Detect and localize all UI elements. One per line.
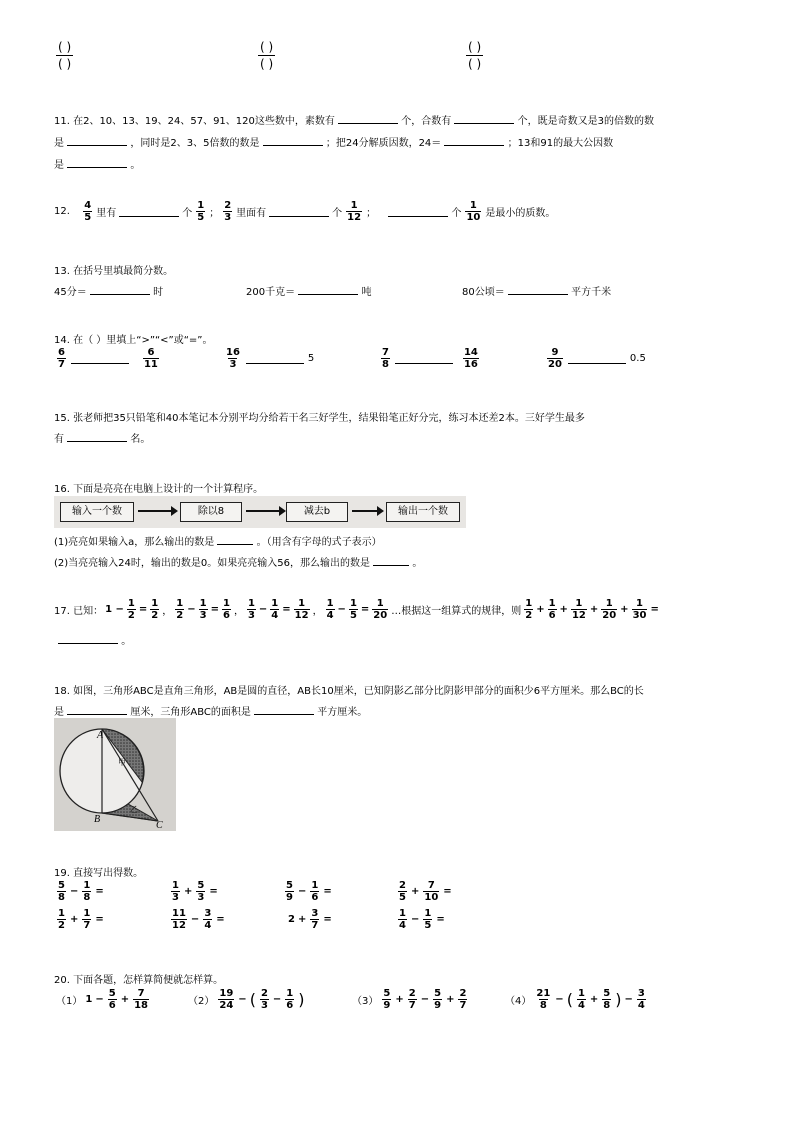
label-b: B bbox=[94, 814, 101, 825]
q16-title: 16. 下面是亮亮在电脑上设计的一个计算程序。 bbox=[54, 484, 264, 495]
answer-fraction-1: ( ) ( ) bbox=[58, 40, 72, 71]
flow-box-divide: 除以8 bbox=[180, 502, 242, 522]
flow-box-output: 输出一个数 bbox=[386, 502, 460, 522]
fraction: 2 3 bbox=[224, 200, 232, 223]
q11-line3: 是 。 bbox=[54, 156, 140, 171]
q14-pair-1: 6 7 6 11 bbox=[58, 347, 158, 370]
q19-item-4: 2 5 + $\frac{7}{10}$ = bbox=[399, 880, 452, 903]
fraction: 1 10 bbox=[466, 200, 481, 223]
q19-item-5: 1 2 + $\frac{1}{7}$ = bbox=[58, 908, 104, 931]
q11-line1: 11. 在2、10、13、19、24、57、91、120这些数中，素数有 个，合数有 个，既是奇数又是3的倍数的数 bbox=[54, 112, 654, 127]
q19-title: 19. 直接写出得数。 bbox=[54, 868, 144, 879]
q16-flowchart bbox=[54, 496, 466, 528]
q15-line1: 15. 张老师把35只铅笔和40本笔记本分别平均分给若干名三好学生，结果铅笔正好分完，练习本还差2本。三好学生最多 bbox=[54, 413, 585, 424]
q20-item-1: （1） 1 − $\frac{5}{6}$ + $\frac{7}{18}$ bbox=[56, 988, 149, 1011]
q19-item-1: 5 8 − $\frac{1}{8}$ = bbox=[58, 880, 104, 903]
q18-figure bbox=[54, 718, 176, 831]
label-yi: 乙 bbox=[130, 805, 138, 814]
q20-title: 20. 下面各题，怎样算简便就怎样算。 bbox=[54, 975, 224, 986]
q18-line1: 18. 如图，三角形ABC是直角三角形，AB是圆的直径，AB长10厘米，已知阴影乙部分比阴影甲部分的面积少6平方厘米。那么BC的长 bbox=[54, 686, 644, 697]
arrow-icon bbox=[138, 510, 172, 512]
flow-box-input: 输入一个数 bbox=[60, 502, 134, 522]
answer-fraction-2: ( ) ( ) bbox=[260, 40, 274, 71]
label-a: A bbox=[97, 730, 104, 741]
q12: 12. 4 5 里有 个 1 5 ； 2 3 里面有 个 1 12 ； 个 1 10 是最小的质数。 bbox=[54, 200, 556, 223]
fraction: 1 5 bbox=[197, 200, 205, 223]
flow-box-subtract: 减去b bbox=[286, 502, 348, 522]
answer-fraction-3: ( ) ( ) bbox=[468, 40, 482, 71]
label-jia: 甲 bbox=[118, 758, 126, 767]
q18-line2: 是 厘米，三角形ABC的面积是 平方厘米。 bbox=[54, 703, 367, 718]
q20-item-3: （3） 5 9 + $\frac{2}{7}$ − $\frac{5}{9}$ + $\frac{2}{7}$ bbox=[352, 988, 467, 1011]
arrow-icon bbox=[246, 510, 280, 512]
q11-line2: 是 ，同时是2、3、5倍数的数是 ；把24分解质因数，24＝ ；13和91的最大公因数 bbox=[54, 134, 613, 149]
q13-b: 200千克＝ 吨 bbox=[246, 283, 371, 298]
fraction: 4 5 bbox=[84, 200, 92, 223]
q17-line2: 。 bbox=[58, 632, 131, 647]
q16-sub1: (1)亮亮如果输入a，那么输出的数是 。（用含有字母的式子表示） bbox=[54, 533, 382, 548]
q20-item-2: （2） 19 24 − ( 2 3 − $\frac{1}{6}$ ) bbox=[188, 988, 305, 1011]
q15-line2: 有 名。 bbox=[54, 430, 150, 445]
q20-item-4: （4） 21 8 − ( 1 4 + $\frac{5}{8}$ ) − $\frac{3}{4}$ bbox=[505, 988, 645, 1011]
q19-item-6: 11 12 − $\frac{3}{4}$ = bbox=[172, 908, 225, 931]
q19-item-2: 1 3 + $\frac{5}{3}$ = bbox=[172, 880, 218, 903]
q14-pair-3: 7 8 14 16 bbox=[382, 347, 478, 370]
q17-line1: 17. 已知： 1 − $\frac{1}{2}$ = $\frac{1}{2}$ ， 1 2 − $\frac{1}{3}$ = $\frac{1}{6}$ ， 1 3 − $\frac{1}{4}$ = $\frac{1}{12}$ ， 1 4 − $\frac{1}{5}$ = $\frac{1}{20}$ …根据这一组算式的规律，则 1 2 + $\frac{1}{6}$ + $\frac{1}{12}$ + $\frac{1}{20}$ + $\frac{1}{30}$ = bbox=[54, 598, 659, 621]
fraction: 1 12 bbox=[347, 200, 362, 223]
q14-pair-4: 9 20 0.5 bbox=[548, 347, 646, 370]
q19-item-7: 2 + $\frac{3}{7}$ = bbox=[288, 908, 332, 931]
q13-a: 45分＝ 时 bbox=[54, 283, 163, 298]
q13-title: 13. 在括号里填最简分数。 bbox=[54, 266, 174, 277]
q16-sub2: (2)当亮亮输入24时，输出的数是0。如果亮亮输入56，那么输出的数是 。 bbox=[54, 554, 422, 569]
q14-pair-2: 16 3 5 bbox=[226, 347, 315, 370]
label-c: C bbox=[156, 820, 163, 831]
arrow-icon bbox=[352, 510, 378, 512]
q13-c: 80公顷＝ 平方千米 bbox=[462, 283, 611, 298]
q14-title: 14. 在（ ）里填上“>”“<”或“=”。 bbox=[54, 335, 213, 346]
q19-item-8: 1 4 − $\frac{1}{5}$ = bbox=[399, 908, 445, 931]
q19-item-3: 5 9 − $\frac{1}{6}$ = bbox=[286, 880, 332, 903]
